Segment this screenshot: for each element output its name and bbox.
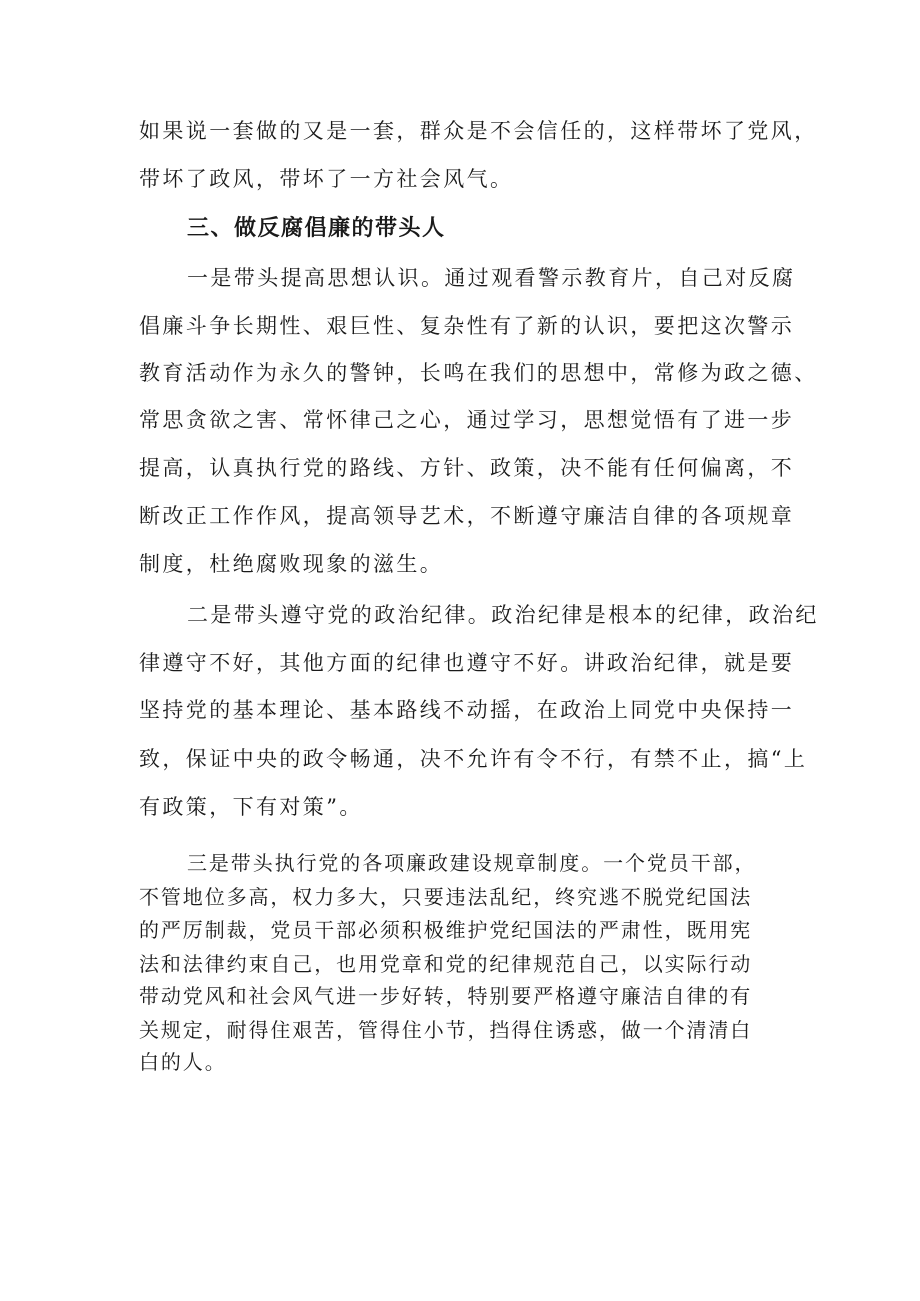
paragraph-3-line-4: 法和法律约束自己，也用党章和党的纪律规范自己，以实际行动 xyxy=(139,952,753,976)
paragraph-2-line-3: 坚持党的基本理论、基本路线不动摇，在政治上同党中央保持一 xyxy=(139,698,795,722)
paragraph-3-line-6: 关规定，耐得住艰苦，管得住小节，挡得住诱惑，做一个清清白 xyxy=(139,1018,753,1042)
intro-line-1: 如果说一套做的又是一套，群众是不会信任的，这样带坏了党风， xyxy=(139,119,818,143)
paragraph-2-line-4: 致，保证中央的政令畅通，决不允许有令不行，有禁不止，搞“上 xyxy=(139,747,808,771)
paragraph-3-line-3: 的严厉制裁，党员干部必须积极维护党纪国法的严肃性，既用宪 xyxy=(139,918,753,942)
paragraph-1-line-5: 提高，认真执行党的路线、方针、政策，决不能有任何偏离，不 xyxy=(139,456,795,480)
paragraph-1-line-2: 倡廉斗争长期性、艰巨性、复杂性有了新的认识，要把这次警示 xyxy=(139,314,795,338)
paragraph-2-line-1: 二是带头遵守党的政治纪律。政治纪律是根本的纪律，政治纪 xyxy=(187,603,819,627)
paragraph-1-line-6: 断改正工作作风，提高领导艺术，不断遵守廉洁自律的各项规章 xyxy=(139,504,795,528)
paragraph-1-line-7: 制度，杜绝腐败现象的滋生。 xyxy=(139,552,444,576)
paragraph-3-line-7: 白的人。 xyxy=(139,1050,227,1074)
paragraph-1-line-1: 一是带头提高思想认识。通过观看警示教育片，自己对反腐 xyxy=(187,266,796,290)
intro-line-2: 带坏了政风，带坏了一方社会风气。 xyxy=(139,167,514,191)
paragraph-2-line-5: 有政策，下有对策”。 xyxy=(139,795,363,819)
paragraph-3-line-2: 不管地位多高，权力多大，只要违法乱纪，终究逃不脱党纪国法 xyxy=(139,885,753,909)
section-heading: 三、做反腐倡廉的带头人 xyxy=(187,216,446,241)
paragraph-2-line-2: 律遵守不好，其他方面的纪律也遵守不好。讲政治纪律，就是要 xyxy=(139,651,795,675)
paragraph-3-line-5: 带动党风和社会风气进一步好转，特别要严格遵守廉洁自律的有 xyxy=(139,984,753,1008)
paragraph-3-line-1: 三是带头执行党的各项廉政建设规章制度。一个党员干部， xyxy=(187,851,757,875)
paragraph-1-line-3: 教育活动作为永久的警钟，长鸣在我们的思想中，常修为政之德、 xyxy=(139,361,818,385)
paragraph-1-line-4: 常思贪欲之害、常怀律己之心，通过学习，思想觉悟有了进一步 xyxy=(139,408,795,432)
